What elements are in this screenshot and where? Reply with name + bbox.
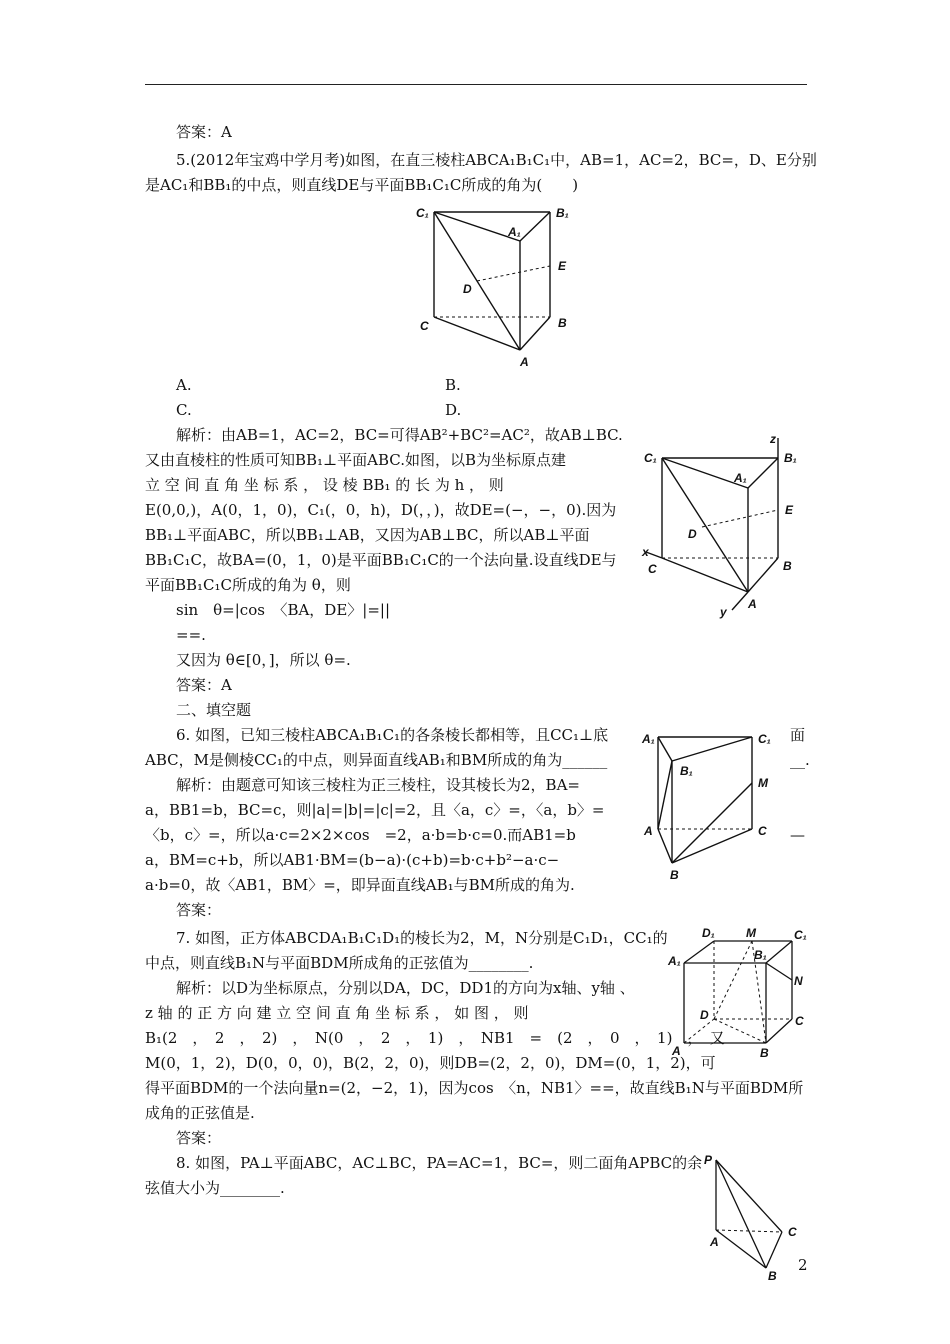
- solution-7-line-4: M(0，1，2)，D(0，0，0)，B(2，2，0)，则DB=(2，2，0)，DM=(0，1，2)，可: [145, 1054, 716, 1072]
- label-C: C: [788, 1225, 797, 1239]
- label-A: A: [710, 1235, 719, 1249]
- option-C: C.: [176, 401, 192, 419]
- problem-6-line-2: ABC，M是侧棱CC₁的中点，则异面直线AB₁和BM所成的角为______: [145, 751, 608, 769]
- problem-6-line-2-tail: __.: [790, 751, 810, 769]
- solution-7-line-6: 成角的正弦值是.: [145, 1104, 255, 1122]
- answer-6: 答案：: [176, 901, 222, 919]
- option-A: A.: [176, 376, 192, 394]
- label-z: z: [770, 432, 776, 446]
- label-C1: C₁: [416, 206, 429, 220]
- problem-8-line-2: 弦值大小为________.: [145, 1179, 285, 1197]
- figure-prism-5-coords: [640, 430, 810, 620]
- solution-5-line-1: 解析：由AB=1，AC=2，BC=可得AB²+BC²=AC²，故AB⊥BC.: [176, 426, 623, 444]
- label-x: x: [642, 545, 649, 559]
- label-A: A: [748, 597, 757, 611]
- label-A: A: [672, 1044, 681, 1058]
- label-B1: B₁: [680, 764, 693, 778]
- label-D1: D₁: [702, 926, 715, 940]
- label-B1: B₁: [784, 451, 797, 465]
- answer-5: 答案：A: [176, 676, 232, 694]
- label-B: B: [783, 559, 792, 573]
- label-A1: A₁: [642, 732, 655, 746]
- answer-7: 答案：: [176, 1129, 222, 1147]
- label-B: B: [558, 316, 567, 330]
- solution-7-line-5: 得平面BDM的一个法向量n=(2，−2，1)，因为cos 〈n，NB1〉==，故直线B₁N与平面BDM所: [145, 1079, 804, 1097]
- problem-5-line-2: 是AC₁和BB₁的中点，则直线DE与平面BB₁C₁C所成的角为( ): [145, 176, 579, 194]
- solution-5-line-9: ==.: [176, 626, 206, 644]
- solution-5-line-7: 平面BB₁C₁C所成的角为 θ，则: [145, 576, 351, 594]
- option-D: D.: [445, 401, 462, 419]
- problem-6-line-1: 6. 如图，已知三棱柱ABCA₁B₁C₁的各条棱长都相等，且CC₁⊥底: [176, 726, 609, 744]
- solution-6-line-3: 〈b，c〉=，所以a·c=2×2×cos =2，a·b=b·c=0.而AB1=b: [145, 826, 576, 844]
- label-A1: A₁: [668, 954, 681, 968]
- solution-6-line-5: a·b=0，故〈AB1，BM〉=，即异面直线AB₁与BM所成的角为.: [145, 876, 575, 894]
- solution-6-line-3-tail: —: [790, 826, 805, 844]
- figure-prism-6: [640, 725, 790, 885]
- label-D: D: [463, 282, 472, 296]
- section-fill-in: 二、填空题: [176, 701, 252, 719]
- solution-5-line-4: E(0,0,)，A(0，1，0)，C₁(，0，h)，D(，，)，故DE=(−，−，0).因为: [145, 501, 617, 519]
- solution-5-line-6: BB₁C₁C，故BA=(0，1，0)是平面BB₁C₁C的一个法向量.设直线DE与: [145, 551, 617, 569]
- label-C: C: [758, 824, 767, 838]
- option-B: B.: [445, 376, 461, 394]
- solution-5-line-8: sin θ=|cos 〈BA，DE〉|=||: [176, 601, 390, 619]
- solution-7-line-2: z 轴 的 正 方 向 建 立 空 间 直 角 坐 标 系 ， 如 图 ， 则: [145, 1004, 529, 1022]
- answer-4: 答案：A: [176, 123, 232, 141]
- header-rule: [145, 84, 807, 85]
- solution-5-line-10: 又因为 θ∈[0，]，所以 θ=.: [176, 651, 351, 669]
- figure-cube-7: [666, 925, 811, 1065]
- label-C1: C₁: [644, 451, 657, 465]
- problem-5-line-1: 5.(2012年宝鸡中学月考)如图，在直三棱柱ABCA₁B₁C₁中，AB=1，AC=2，BC=，D、E分别: [176, 151, 817, 169]
- problem-7-line-1: 7. 如图，正方体ABCDA₁B₁C₁D₁的棱长为2，M，N分别是C₁D₁，CC₁的: [176, 929, 668, 947]
- label-B1: B₁: [556, 206, 569, 220]
- label-B: B: [768, 1269, 777, 1283]
- solution-7-line-1: 解析：以D为坐标原点，分别以DA，DC，DD1的方向为x轴、y轴 、: [176, 979, 635, 997]
- page-number: 2: [798, 1256, 808, 1274]
- label-B: B: [670, 868, 679, 882]
- label-A1: A₁: [508, 225, 521, 239]
- problem-6-line-1-tail: 面: [790, 726, 806, 744]
- label-A: A: [644, 824, 653, 838]
- label-C1: C₁: [758, 732, 771, 746]
- label-B: B: [760, 1046, 769, 1060]
- label-D: D: [700, 1008, 709, 1022]
- label-A1: A₁: [734, 471, 747, 485]
- solution-6-line-4: a，BM=c+b，所以AB1·BM=(b−a)·(c+b)=b·c+b²−a·c−: [145, 851, 560, 869]
- figure-prism-5: [412, 200, 582, 370]
- label-A: A: [520, 355, 529, 369]
- solution-5-line-2: 又由直棱柱的性质可知BB₁⊥平面ABC.如图，以B为坐标原点建: [145, 451, 567, 469]
- label-y: y: [720, 605, 727, 619]
- problem-8-line-1: 8. 如图，PA⊥平面ABC，AC⊥BC，PA=AC=1，BC=，则二面角APBC的余: [176, 1154, 703, 1172]
- label-C: C: [420, 319, 429, 333]
- label-C: C: [795, 1014, 804, 1028]
- solution-5-line-5: BB₁⊥平面ABC，所以BB₁⊥AB，又因为AB⊥BC，所以AB⊥平面: [145, 526, 590, 544]
- label-N: N: [794, 974, 803, 988]
- label-D: D: [688, 527, 697, 541]
- solution-7-line-3: B₁(2 ， 2 ， 2) ， N(0 ， 2 ， 1) ， NB1 = (2 ， 0 ， 1) ， 又: [145, 1029, 725, 1047]
- label-B1: B₁: [754, 948, 767, 962]
- solution-6-line-2: a，BB1=b，BC=c，则|a|=|b|=|c|=2，且〈a，c〉=，〈a，b〉=: [145, 801, 605, 819]
- label-C1: C₁: [794, 928, 807, 942]
- figure-tetrahedron-8: [700, 1150, 810, 1285]
- label-P: P: [704, 1153, 713, 1167]
- label-M: M: [758, 776, 768, 790]
- solution-6-line-1: 解析：由题意可知该三棱柱为正三棱柱，设其棱长为2，BA=: [176, 776, 580, 794]
- label-E: E: [558, 259, 567, 273]
- solution-5-line-3: 立 空 间 直 角 坐 标 系 ， 设 棱 BB₁ 的 长 为 h ， 则: [145, 476, 504, 494]
- label-M: M: [746, 926, 756, 940]
- label-C: C: [648, 562, 657, 576]
- problem-7-line-2: 中点，则直线B₁N与平面BDM所成角的正弦值为________.: [145, 954, 534, 972]
- label-E: E: [785, 503, 794, 517]
